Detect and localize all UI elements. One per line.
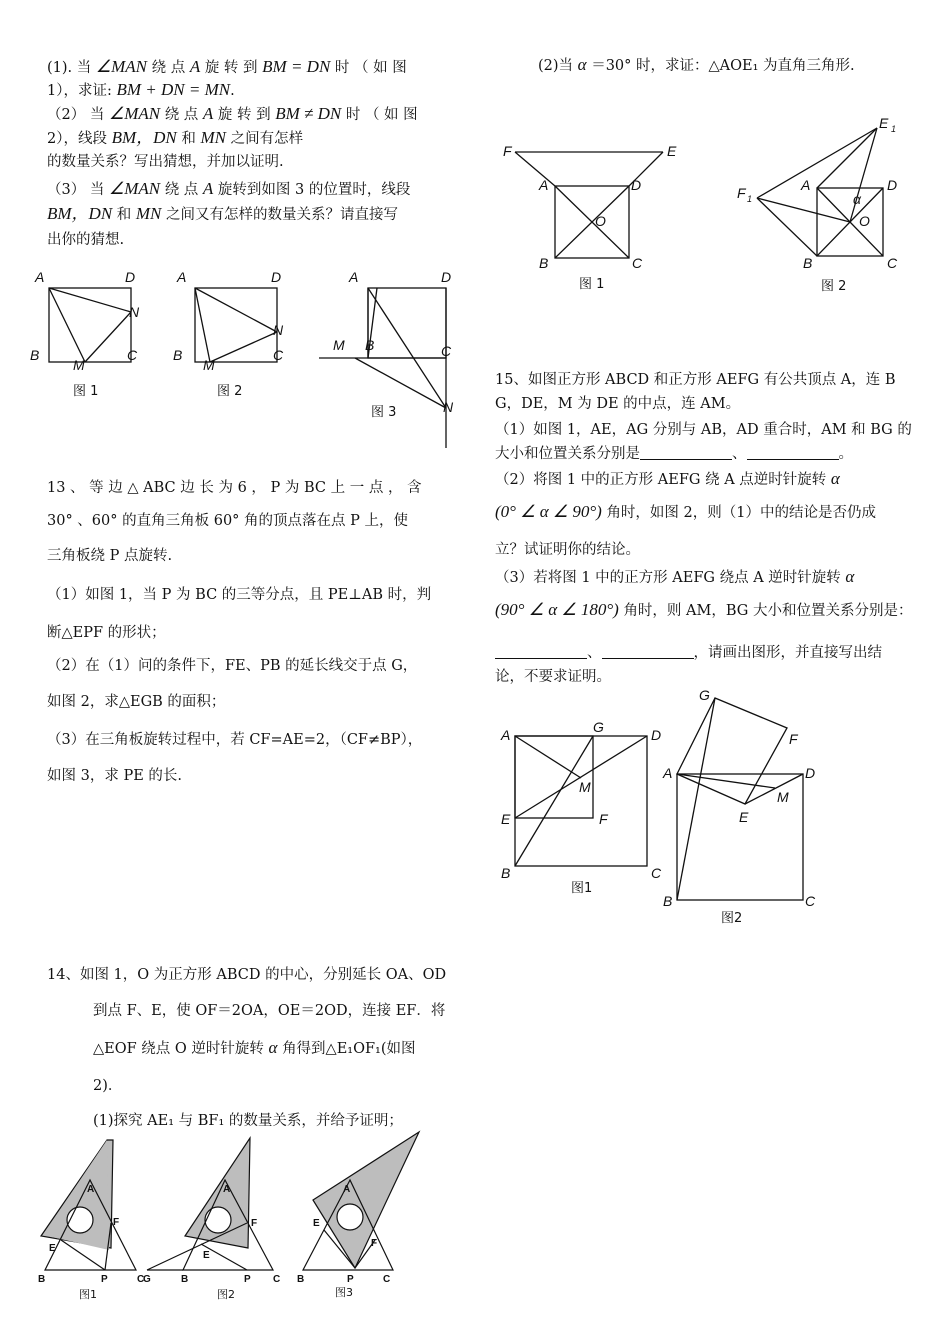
q13-line: （1）如图 1，当 P 为 BC 的三等分点，且 PE⊥AB 时，判 <box>47 587 432 603</box>
svg-text:A: A <box>343 1184 351 1195</box>
svg-text:B: B <box>30 347 40 363</box>
bottom-triangle-figures <box>35 1130 435 1330</box>
text: 绕 点 <box>164 107 199 123</box>
svg-text:D: D <box>887 177 898 193</box>
svg-text:B: B <box>173 347 183 363</box>
text: 角得到△E₁OF₁(如图 <box>282 1041 416 1057</box>
q15-fig1 <box>515 736 647 866</box>
alpha-symbol: α <box>830 469 840 488</box>
caption: 图 3 <box>371 405 397 420</box>
caption: 图2 <box>721 911 743 926</box>
angle-range: (90° ∠ α ∠ 180°) <box>495 600 619 619</box>
tri-fig3 <box>303 1132 419 1270</box>
angle-man: ∠MAN <box>108 104 161 123</box>
svg-text:C: C <box>651 865 662 881</box>
angle-man: ∠MAN <box>108 179 161 198</box>
svg-text:M: M <box>579 779 591 795</box>
segments: BM，DN <box>47 204 113 223</box>
q14-line: 14、如图 1，O 为正方形 ABCD 的中心，分别延长 OA、OD <box>47 967 447 983</box>
q12-line-1 <box>47 57 407 78</box>
text: 大小和位置关系分别是 <box>495 446 640 462</box>
svg-text:D: D <box>125 269 136 285</box>
svg-text:E: E <box>739 809 749 825</box>
point-a: A <box>202 179 214 198</box>
q12-line-8 <box>47 230 124 250</box>
angle-man: ∠MAN <box>95 57 147 76</box>
svg-text:C: C <box>127 347 138 363</box>
svg-text:D: D <box>441 269 452 285</box>
alpha-symbol: α <box>577 55 587 74</box>
caption: 图2 <box>217 1288 235 1301</box>
text: ＝30° 时，求证：△AOE₁ 为直角三角形. <box>591 58 855 74</box>
svg-text:B: B <box>38 1274 46 1285</box>
svg-text:B: B <box>365 337 375 353</box>
q14-line <box>93 1038 416 1059</box>
q13-line: 断△EPF 的形状； <box>47 625 166 641</box>
alpha-symbol: α <box>845 567 855 586</box>
svg-text:C: C <box>137 1274 145 1285</box>
svg-text:E: E <box>313 1218 320 1229</box>
svg-text:M: M <box>203 357 215 373</box>
caption: 图 2 <box>821 279 847 294</box>
text: (2)当 <box>538 58 574 74</box>
svg-text:N: N <box>273 322 284 338</box>
text: 旋 转 到 <box>217 107 271 123</box>
svg-text:C: C <box>632 255 643 271</box>
text: 和 <box>116 207 132 223</box>
q12-line-6 <box>47 179 410 200</box>
q14-fig1 <box>515 152 663 258</box>
svg-text:P: P <box>244 1274 251 1285</box>
caption: 图 1 <box>579 277 605 292</box>
q14-line: (1)探究 AE₁ 与 BF₁ 的数量关系，并给予证明； <box>93 1113 403 1129</box>
q15-line: 立？试证明你的结论。 <box>495 542 640 558</box>
q12-figures <box>25 262 465 452</box>
text: 、 <box>587 645 602 661</box>
svg-text:C: C <box>273 1274 281 1285</box>
svg-text:A: A <box>501 727 511 743</box>
equation-sum: BM + DN = MN <box>116 80 231 99</box>
text: 。 <box>838 446 853 462</box>
q15-line: G，DE，M 为 DE 的中点，连 AM。 <box>495 396 741 412</box>
q15-line <box>495 643 882 663</box>
svg-text:E: E <box>879 115 889 131</box>
q12-fig3 <box>319 288 446 448</box>
answer-blank[interactable] <box>640 445 732 460</box>
svg-text:D: D <box>271 269 282 285</box>
equation-bm-neq-dn: BM ≠ DN <box>275 104 342 123</box>
svg-text:G: G <box>699 687 710 703</box>
text: 之间有怎样 <box>230 131 304 147</box>
svg-text:E: E <box>501 811 511 827</box>
text: （2）将图 1 中的正方形 AEFG 绕 A 点逆时针旋转 <box>495 472 827 488</box>
svg-text:C: C <box>441 343 452 359</box>
svg-text:F: F <box>599 811 608 827</box>
q12-line-3 <box>47 104 418 125</box>
svg-text:E: E <box>49 1243 56 1254</box>
svg-text:C: C <box>273 347 284 363</box>
point-a: A <box>189 57 201 76</box>
svg-text:E: E <box>667 143 677 159</box>
text: 绕 点 <box>164 182 199 198</box>
q15-line <box>495 600 912 621</box>
alpha-symbol: α <box>268 1038 278 1057</box>
q12-line-2: 1），求证: BM + DN = MN. <box>47 80 235 99</box>
text: 角时，则 AM，BG 大小和位置关系分别是： <box>623 603 913 619</box>
svg-text:P: P <box>101 1274 108 1285</box>
text: （3）若将图 1 中的正方形 AEFG 绕点 A 逆时针旋转 <box>495 570 841 586</box>
q14-line: 到点 F、E，使 OF＝2OA，OE＝2OD，连接 EF．将 <box>93 1003 446 1019</box>
caption: 图 1 <box>73 384 99 399</box>
svg-text:M: M <box>73 357 85 373</box>
svg-text:N: N <box>129 304 140 320</box>
answer-blank[interactable] <box>495 644 587 659</box>
svg-text:A: A <box>663 765 673 781</box>
q15-line <box>495 502 876 523</box>
svg-text:D: D <box>805 765 816 781</box>
svg-text:B: B <box>663 893 673 909</box>
q14-figures <box>495 115 915 303</box>
text: 旋转到如图 3 的位置时，线段 <box>217 182 411 198</box>
svg-text:P: P <box>347 1274 354 1285</box>
segments: BM，DN <box>111 128 177 147</box>
svg-text:A: A <box>349 269 359 285</box>
text: 绕 点 <box>151 60 186 76</box>
q13-line: 如图 2，求△EGB 的面积； <box>47 694 226 710</box>
svg-text:A: A <box>35 269 45 285</box>
svg-text:A: A <box>539 177 549 193</box>
q12-line-7 <box>47 204 398 225</box>
svg-text:F: F <box>113 1217 120 1228</box>
q15-line <box>495 469 840 490</box>
svg-text:E: E <box>203 1250 210 1261</box>
svg-text:F: F <box>737 185 746 201</box>
svg-text:G: G <box>593 719 604 735</box>
svg-text:B: B <box>297 1274 305 1285</box>
answer-blank[interactable] <box>602 644 694 659</box>
svg-text:M: M <box>777 789 789 805</box>
svg-text:A: A <box>801 177 811 193</box>
svg-text:B: B <box>803 255 813 271</box>
angle-range: (0° ∠ α ∠ 90°) <box>495 502 602 521</box>
text: (1). 当 <box>47 60 92 76</box>
equation-bm-eq-dn: BM = DN <box>262 57 331 76</box>
svg-text:A: A <box>87 1184 95 1195</box>
q13-line: 三角板绕 P 点旋转. <box>47 548 173 564</box>
q13-line: 30° 、60° 的直角三角板 60° 角的顶点落在点 P 上，使 <box>47 513 409 529</box>
q15-line: 论，不要求证明。 <box>495 669 611 685</box>
svg-text:1: 1 <box>891 124 897 134</box>
text: （3） 当 <box>47 182 105 198</box>
caption: 图3 <box>335 1286 353 1299</box>
q15-figures <box>495 688 935 938</box>
text: 出你的猜想. <box>47 232 125 248</box>
segment-mn: MN <box>200 128 226 147</box>
text: 时 （ 如 图 <box>334 60 407 76</box>
text: 2），线段 <box>47 131 107 147</box>
text: 之间又有怎样的数量关系？请直接写 <box>166 207 398 223</box>
svg-text:A: A <box>177 269 187 285</box>
caption: 图 2 <box>217 384 243 399</box>
q15-line: 15、如图正方形 ABCD 和正方形 AEFG 有公共顶点 A，连 B <box>495 372 896 388</box>
svg-text:F: F <box>503 143 512 159</box>
q12-line-5 <box>47 152 284 172</box>
svg-text:C: C <box>383 1274 391 1285</box>
answer-blank[interactable] <box>747 445 839 460</box>
q12-fig2 <box>195 288 277 362</box>
svg-text:F: F <box>371 1238 378 1249</box>
caption: 图1 <box>79 1288 97 1301</box>
svg-text:O: O <box>595 213 606 229</box>
svg-text:M: M <box>333 337 345 353</box>
text: 旋 转 到 <box>204 60 258 76</box>
text: 角时，如图 2，则（1）中的结论是否仍成 <box>606 505 876 521</box>
svg-text:B: B <box>181 1274 189 1285</box>
segment-mn: MN <box>135 204 162 223</box>
q14-line: 2)． <box>93 1078 123 1094</box>
text: 、 <box>732 446 747 462</box>
svg-text:D: D <box>631 177 642 193</box>
text: 时 （ 如 图 <box>345 107 418 123</box>
q15-line <box>495 567 854 588</box>
q13-line: （2）在（1）问的条件下，FE、PB 的延长线交于点 G， <box>47 658 418 674</box>
q14-fig2 <box>757 128 883 256</box>
svg-text:1: 1 <box>747 194 753 204</box>
q12-line-4 <box>47 128 303 149</box>
svg-text:B: B <box>501 865 511 881</box>
q13-line: 13 、 等 边 △ ABC 边 长 为 6 ， P 为 BC 上 一 点 ， 含 <box>47 480 422 496</box>
text: ，请画出图形，并直接写出结 <box>693 645 882 661</box>
q13-line: 如图 3，求 PE 的长. <box>47 768 183 784</box>
q13-line: （3）在三角板旋转过程中，若 CF=AE=2，（CF≠BP）， <box>47 732 423 748</box>
text: 和 <box>181 131 196 147</box>
text: 1），求证: <box>47 83 112 99</box>
point-a: A <box>202 104 214 123</box>
svg-text:α: α <box>853 191 861 207</box>
text: △EOF 绕点 O 逆时针旋转 <box>93 1041 264 1057</box>
q12-fig1 <box>49 288 131 362</box>
q14-part2-line <box>538 55 855 76</box>
q15-line: （1）如图 1，AE，AG 分别与 AB，AD 重合时，AM 和 BG 的 <box>495 422 912 438</box>
svg-text:D: D <box>651 727 662 743</box>
svg-text:F: F <box>789 731 798 747</box>
svg-text:C: C <box>887 255 898 271</box>
q15-line <box>495 444 853 464</box>
svg-text:F: F <box>251 1218 258 1229</box>
svg-text:N: N <box>443 399 454 415</box>
svg-text:G: G <box>143 1274 151 1285</box>
tri-fig2 <box>147 1138 273 1270</box>
svg-text:O: O <box>859 213 870 229</box>
caption: 图1 <box>571 881 593 896</box>
text: 的数量关系？写出猜想，并加以证明. <box>47 154 284 170</box>
svg-text:C: C <box>805 893 816 909</box>
text: （2） 当 <box>47 107 105 123</box>
svg-text:B: B <box>539 255 549 271</box>
svg-text:A: A <box>223 1184 231 1195</box>
